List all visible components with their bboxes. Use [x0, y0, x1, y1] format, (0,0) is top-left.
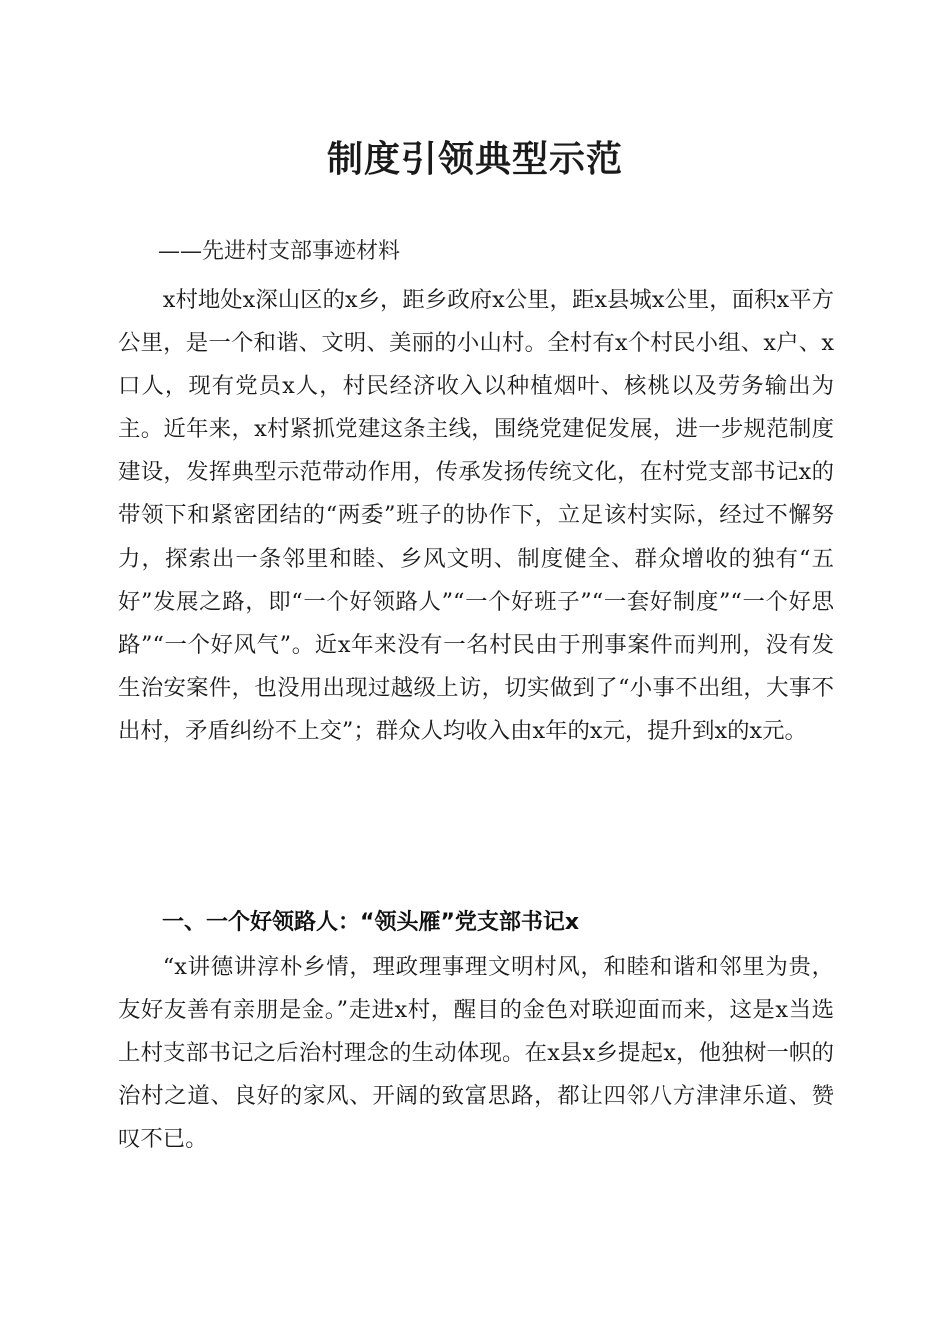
- section-heading-1: 一、一个好领路人：“领头雁”党支部书记x: [162, 910, 580, 935]
- body-paragraph-1: x村地处x深山区的x乡，距乡政府x公里，距x县城x公里，面积x平方公里，是一个和谐、文明、美丽的小山村。全村有x个村民小组、x户、x口人，现有党员x人，村民经济收入以种植烟叶、核桃以及劳务输出为主。近年来，x村紧抓党建这条主线，围绕党建促发展，进一步规范制度建设，发挥典型示范带动作用，传承发扬传统文化，在村党支部书记x的带领下和紧密团结的“两委”班子的协作下，立足该村实际，经过不懈努力，探索出一条邻里和睦、乡风文明、制度健全、群众增收的独有“五好”发展之路，即“一个好领路人”“一个好班子”“一套好制度”“一个好思路”“一个好风气”。近x年来没有一名村民由于刑事案件而判刑，没有发生治安案件，也没用出现过越级上访，切实做到了“小事不出组，大事不出村，矛盾纠纷不上交”；群众人均收入由x年的x元，提升到x的x元。: [118, 287, 834, 744]
- body-paragraph-2: “x讲德讲淳朴乡情，理政理事理文明村风，和睦和谐和邻里为贵，友好友善有亲朋是金。”走进x村，醒目的金色对联迎面而来，这是x当选上村支部书记之后治村理念的生动体现。在x县x乡提起x，他独树一帜的治村之道、良好的家风、开阔的致富思路，都让四邻八方津津乐道、赞叹不已。: [118, 954, 834, 1153]
- document-title: 制度引领典型示范: [326, 138, 623, 180]
- document-subtitle: ——先进村支部事迹材料: [158, 239, 401, 264]
